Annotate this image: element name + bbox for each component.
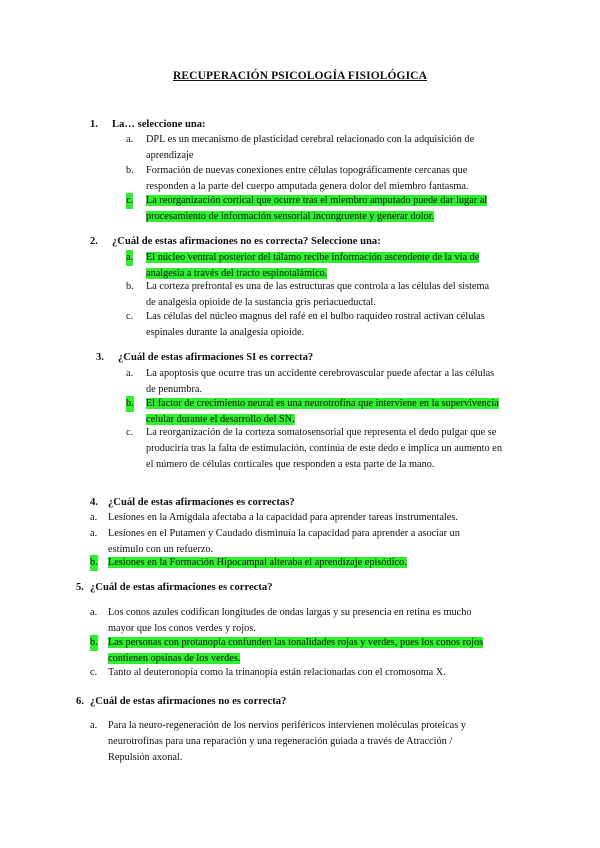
option-text-line: espinales durante la analgesia opioide. [146,327,305,338]
option-letter: b. [90,635,98,651]
answer-option [126,163,525,195]
option-text-line: Las personas con protanopia confunden las tonalidades rojas y verdes, pues los conos rojos [108,637,484,648]
answer-option-highlighted [90,635,525,667]
option-text-line: responden a la parte del cuerpo amputada genera dolor del miembro fantasma. [146,181,469,192]
option-letter: a. [90,512,98,523]
question-prompt: ¿Cuál de estas afirmaciones no es correcta? [90,696,287,707]
option-text-line: El factor de crecimiento neural es una neurotrofina que interviene en la supervivencia [146,398,499,409]
option-text [108,665,446,681]
option-letter: b. [126,396,134,412]
option-text-line: La reorganización de la corteza somatosensorial que representa el dedo pulgar que se [146,427,497,438]
answer-option [90,510,525,526]
option-text-line: procesamiento de información sensorial incongruente y generar dolor. [146,211,435,222]
option-letter: a. [90,528,98,539]
answer-option-highlighted [90,555,525,571]
option-text-line: DPL es un mecanismo de plasticidad cerebral relacionado con la adquisición de [146,134,475,145]
question-prompt: ¿Cuál de estas afirmaciones no es correcta? Seleccione una: [112,236,381,247]
option-text-line: La reorganización cortical que ocurre tras el miembro amputado puede dar lugar al [146,195,488,206]
question-prompt: ¿Cuál de estas afirmaciones es correctas? [108,497,295,508]
question-3-heading [96,352,313,363]
answer-option [90,526,525,558]
question-number: 4. [90,497,98,508]
option-text-line: estímulo con un refuerzo. [108,544,214,555]
option-text-line: mayor que los conos verdes y rojos. [108,623,256,634]
question-prompt: ¿Cuál de estas afirmaciones SI es correcta? [118,352,314,363]
question-6-heading [76,696,286,707]
option-text-line: Tanto al deuteronopía como la trinanopía están relacionadas con el cromosoma X. [108,667,446,678]
option-text-line: Lesiones en el Putamen y Caudado disminuía la capacidad para aprender a asociar un [108,528,460,539]
option-text-line: celular durante el desarrollo del SN. [146,414,295,425]
option-text [108,555,407,571]
option-text-line: La corteza prefrontal es una de las estructuras que controla a las células del sistema [146,281,490,292]
question-number: 2. [90,236,98,247]
option-text-line: Repulsión axonal. [108,752,183,763]
answer-option [90,605,525,637]
answer-option-highlighted [126,193,525,225]
option-text [108,510,458,526]
question-4-heading [90,497,295,508]
answer-option [126,279,525,311]
option-letter: a. [90,607,98,618]
option-text [146,132,474,164]
option-text [146,279,489,311]
option-text-line: Para la neuro-regeneración de los nervios periféricos intervienen moléculas proteicas y [108,720,466,731]
answer-option [90,665,525,681]
option-text [146,366,494,398]
option-text-line: Las células del núcleo magnus del rafé en el bulbo raquídeo rostral activan células [146,311,485,322]
question-number: 6. [76,696,84,707]
option-letter: b. [126,165,134,176]
question-prompt: ¿Cuál de estas afirmaciones es correcta? [90,582,273,593]
answer-option [90,718,525,766]
question-prompt: La… seleccione una: [112,119,206,130]
option-letter: c. [126,427,134,438]
question-2-heading [90,236,381,247]
option-letter: c. [126,311,134,322]
option-text-line: el número de células corticales que responden a esta parte de la mano. [146,459,435,470]
option-text-line: neurotrofinas para una reparación y una regeneración guiada a través de Atracción / [108,736,453,747]
option-letter: b. [90,555,98,571]
option-text [146,163,469,195]
answer-option [126,425,525,473]
option-text-line: El núcleo ventral posterior del tálamo recibe información ascendente de la vía de [146,252,480,263]
question-5-heading [76,582,273,593]
option-letter: b. [126,281,134,292]
answer-option-highlighted [126,250,525,282]
option-letter: a. [126,134,134,145]
option-letter: c. [90,667,98,678]
answer-option [126,132,525,164]
option-letter: a. [126,250,133,266]
option-letter: a. [126,368,134,379]
answer-option [126,309,525,341]
option-text [146,250,479,282]
option-letter: c. [126,193,133,209]
option-text [146,425,502,473]
option-text-line: contienen opsinas de los verdes. [108,653,241,664]
question-number: 3. [96,352,104,363]
option-text-line: analgesia a través del tracto espinotalámico. [146,268,328,279]
option-text-line: Los conos azules codifican longitudes de ondas largas y su presencia en retina es mucho [108,607,472,618]
option-letter: a. [90,720,98,731]
option-text [108,605,472,637]
option-text-line: La apoptosis que ocurre tras un accidente cerebrovascular puede afectar a las células [146,368,495,379]
document-title: RECUPERACIÓN PSICOLOGÍA FISIOLÓGICA [173,70,427,82]
question-number: 5. [76,582,84,593]
option-text-line: aprendizaje [146,150,194,161]
option-text [108,718,466,766]
option-text-line: Formación de nuevas conexiones entre células topográficamente cercanas que [146,165,468,176]
option-text [146,309,485,341]
answer-option-highlighted [126,396,525,428]
option-text-line: de analgesia opioide de la sustancia gris periacueductal. [146,297,376,308]
option-text-line: Lesiones en la Formación Hipocampal alteraba el aprendizaje episódico. [108,557,407,568]
option-text-line: de penumbra. [146,384,203,395]
option-text-line: produciría tras la falta de estimulación, continúa de este dedo e implica un aumento en [146,443,502,454]
answer-option [126,366,525,398]
option-text [146,193,487,225]
question-1-heading [90,119,206,130]
option-text-line: Lesiones en la Amígdala afectaba a la capacidad para aprender tareas instrumentales. [108,512,458,523]
option-text [146,396,499,428]
option-text [108,526,460,558]
question-number: 1. [90,119,98,130]
option-text [108,635,483,667]
